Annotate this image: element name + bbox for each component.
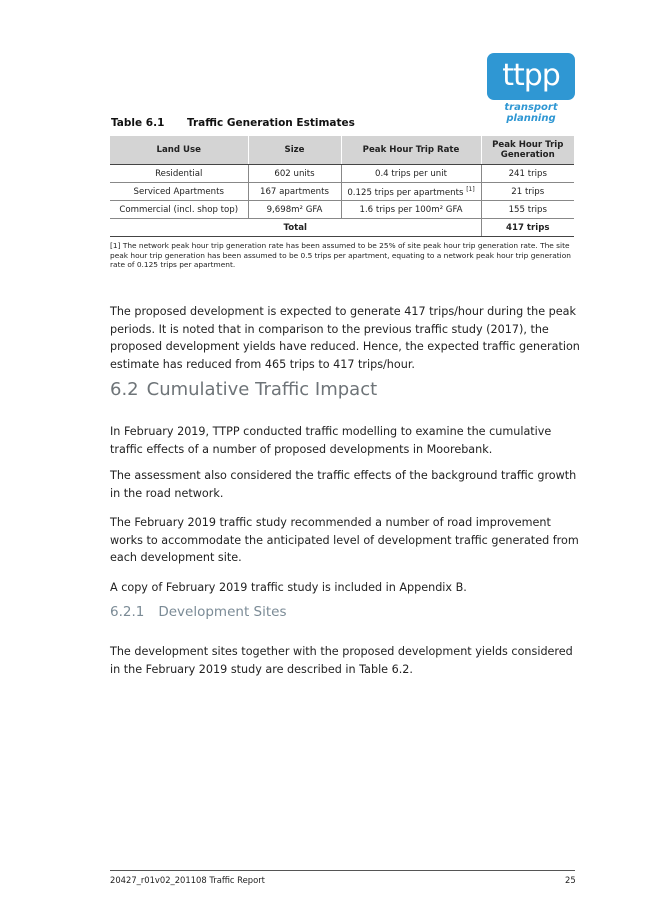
table-title: Traffic Generation Estimates	[187, 117, 355, 129]
table-row	[110, 165, 574, 183]
section-heading	[110, 379, 377, 400]
table-label: Table 6.1	[111, 117, 165, 129]
column-header: Peak Hour Trip Rate	[341, 136, 481, 165]
column-header: Size	[248, 136, 341, 165]
paragraph: The February 2019 traffic study recommended a number of road improvement works to accommodate the anticipated level of development traffic generated from each development site.	[110, 516, 579, 564]
total-label: Total	[110, 219, 481, 237]
paragraph: The proposed development is expected to generate 417 trips/hour during the peak periods. It is noted that in comparison to the previous traffic study (2017), the proposed development yields have reduced. Hence, the expected traffic generation estimate has reduced from 465 trips to 417 trips/hour.	[110, 305, 580, 371]
subsection-heading	[110, 604, 286, 620]
subsection-number: 6.2.1	[110, 604, 145, 620]
page-number: 25	[565, 875, 576, 885]
table-header-row	[110, 136, 574, 165]
table-cell: 167 apartments	[248, 183, 341, 201]
table-row	[110, 183, 574, 201]
table-cell: 21 trips	[481, 183, 574, 201]
column-header: Land Use	[110, 136, 248, 165]
table-cell: Commercial (incl. shop top)	[110, 201, 248, 219]
section-number: 6.2	[110, 379, 139, 400]
paragraph: In February 2019, TTPP conducted traffic modelling to examine the cumulative traffic effects of a number of proposed developments in Moorebank.	[110, 425, 552, 456]
section-title: Cumulative Traffic Impact	[146, 379, 378, 400]
traffic-generation-table	[110, 136, 574, 237]
table-cell: 602 units	[248, 165, 341, 183]
paragraph: The development sites together with the proposed development yields considered in the February 2019 study are described in Table 6.2.	[110, 645, 573, 676]
table-cell	[341, 183, 481, 201]
table-cell: 155 trips	[481, 201, 574, 219]
table-cell-text: 0.125 trips per apartments	[347, 187, 464, 198]
table-caption	[111, 117, 355, 129]
table-footnote: [1] The network peak hour trip generation rate has been assumed to be 25% of site peak hour trip generation rate. The site peak hour trip generation has been assumed to be 0.5 trips per apartment, equating to a network peak hour trip generation rate of 0.125 trips per apartment.	[110, 241, 571, 269]
footnote-reference: [1]	[466, 185, 475, 193]
company-logo	[487, 53, 575, 100]
total-value: 417 trips	[481, 219, 574, 237]
table-cell: Serviced Apartments	[110, 183, 248, 201]
table-cell: 0.4 trips per unit	[341, 165, 481, 183]
logo-tagline: transport planning	[504, 102, 558, 124]
footer-document-reference: 20427_r01v02_201108 Traffic Report	[110, 875, 265, 885]
footer-divider	[110, 870, 575, 871]
paragraph: The assessment also considered the traffic effects of the background traffic growth in the road network.	[110, 469, 577, 500]
table-cell: 9,698m² GFA	[248, 201, 341, 219]
column-header: Peak Hour Trip Generation	[481, 136, 574, 165]
paragraph: A copy of February 2019 traffic study is included in Appendix B.	[110, 581, 467, 594]
subsection-title: Development Sites	[158, 604, 287, 620]
table-row	[110, 201, 574, 219]
table-total-row	[110, 219, 574, 237]
table-cell: Residential	[110, 165, 248, 183]
table-cell: 1.6 trips per 100m² GFA	[341, 201, 481, 219]
table-cell: 241 trips	[481, 165, 574, 183]
logo-mark: ttpp	[502, 58, 560, 93]
